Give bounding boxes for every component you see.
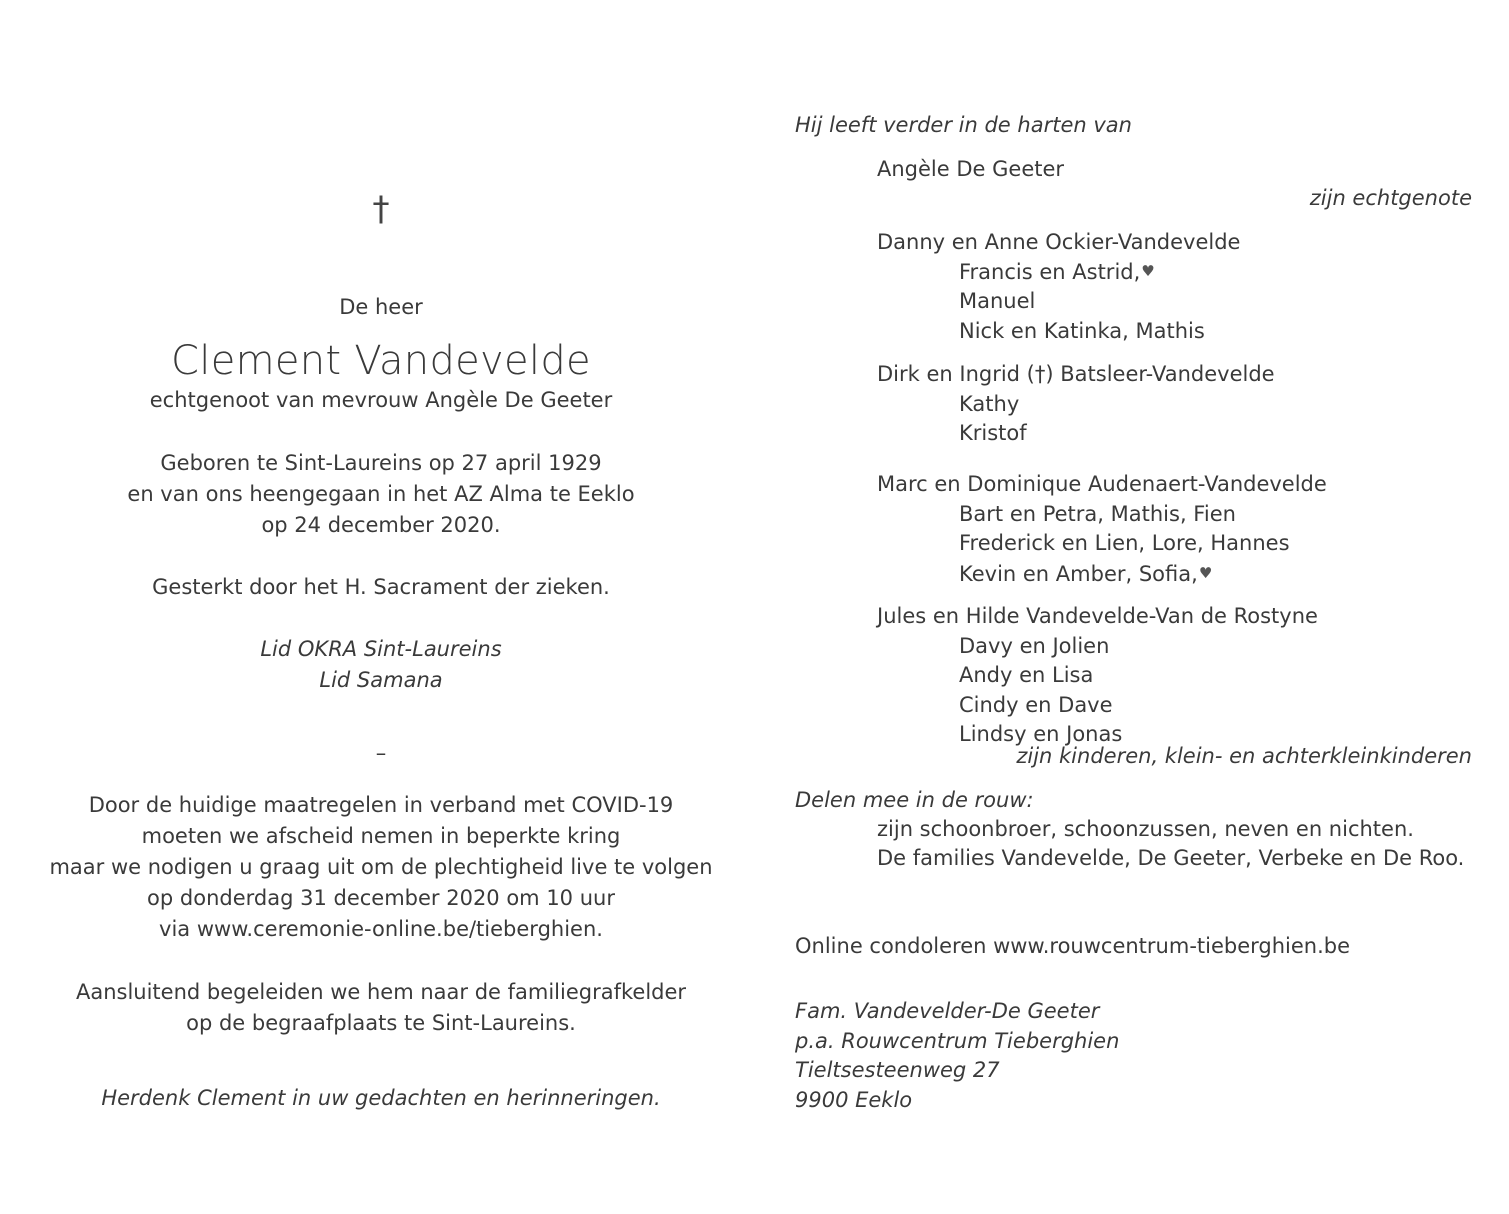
address-line: Fam. Vandevelder-De Geeter (795, 999, 1100, 1023)
salutation: De heer (339, 295, 423, 319)
heart-icon: ♥ (1141, 262, 1155, 280)
family-member: Lindsy en Jonas (959, 722, 1123, 746)
spouse-role: zijn echtgenote (1309, 186, 1472, 210)
family-head: Jules en Hilde Vandevelde-Van de Rostyne (877, 604, 1318, 628)
covid-line: maar we nodigen u graag uit om de plechtigheid live te volgen (49, 855, 713, 879)
cross-symbol: † (372, 189, 390, 229)
mourn-line: De families Vandevelde, De Geeter, Verbeke en De Roo. (877, 846, 1465, 870)
membership-okra: Lid OKRA Sint-Laureins (260, 637, 502, 661)
burial-line: op de begraafplaats te Sint-Laureins. (186, 1011, 576, 1035)
remember-line: Herdenk Clement in uw gedachten en herinneringen. (101, 1086, 661, 1110)
separator: – (375, 741, 387, 765)
address-line: 9900 Eeklo (795, 1088, 913, 1112)
burial-line: Aansluitend begeleiden we hem naar de familiegrafkelder (75, 980, 687, 1004)
heart-icon: ♥ (1198, 564, 1213, 582)
family-member: Kevin en Amber, Sofia,♥ (959, 562, 1213, 586)
mourn-line: zijn schoonbroer, schoonzussen, neven en nichten. (877, 817, 1414, 841)
family-member: Kathy (959, 392, 1020, 416)
birth-line: Geboren te Sint-Laureins op 27 april 1929 (160, 451, 602, 475)
membership-samana: Lid Samana (319, 668, 443, 692)
sacrament-line: Gesterkt door het H. Sacrament der zieken. (152, 575, 610, 599)
covid-line: Door de huidige maatregelen in verband met COVID-19 (88, 793, 674, 817)
family-head: Marc en Dominique Audenaert-Vandevelde (877, 472, 1327, 496)
family-member: Manuel (959, 289, 1036, 313)
family-member: Cindy en Dave (959, 693, 1113, 717)
death-date-line: op 24 december 2020. (261, 513, 501, 537)
family-member: Kristof (959, 421, 1027, 445)
covid-line: op donderdag 31 december 2020 om 10 uur (147, 886, 615, 910)
deceased-name: Clement Vandevelde (171, 338, 591, 384)
covid-line: moeten we afscheid nemen in beperkte kring (141, 824, 621, 848)
address-line: p.a. Rouwcentrum Tieberghien (795, 1029, 1120, 1053)
family-member: Nick en Katinka, Mathis (959, 319, 1205, 343)
address-line: Tieltsesteenweg 27 (795, 1058, 1000, 1082)
family-member: Frederick en Lien, Lore, Hannes (959, 531, 1290, 555)
family-member: Andy en Lisa (959, 663, 1094, 687)
covid-line: via www.ceremonie-online.be/tieberghien. (159, 917, 603, 941)
online-condolence: Online condoleren www.rouwcentrum-tieberghien.be (795, 934, 1351, 958)
death-line: en van ons heengegaan in het AZ Alma te Eeklo (127, 482, 635, 506)
spouse-line: echtgenoot van mevrouw Angèle De Geeter (149, 388, 613, 412)
intro-line: Hij leeft verder in de harten van (795, 113, 1132, 137)
family-head: Danny en Anne Ockier-Vandevelde (877, 230, 1241, 254)
family-member: Francis en Astrid,♥ (959, 260, 1155, 284)
family-member: Bart en Petra, Mathis, Fien (959, 502, 1236, 526)
family-member: Davy en Jolien (959, 634, 1110, 658)
children-role: zijn kinderen, klein- en achterkleinkinderen (1016, 744, 1472, 768)
family-head: Dirk en Ingrid (†) Batsleer-Vandevelde (877, 362, 1275, 386)
mourn-intro: Delen mee in de rouw: (795, 788, 1034, 812)
spouse-name: Angèle De Geeter (877, 157, 1065, 181)
